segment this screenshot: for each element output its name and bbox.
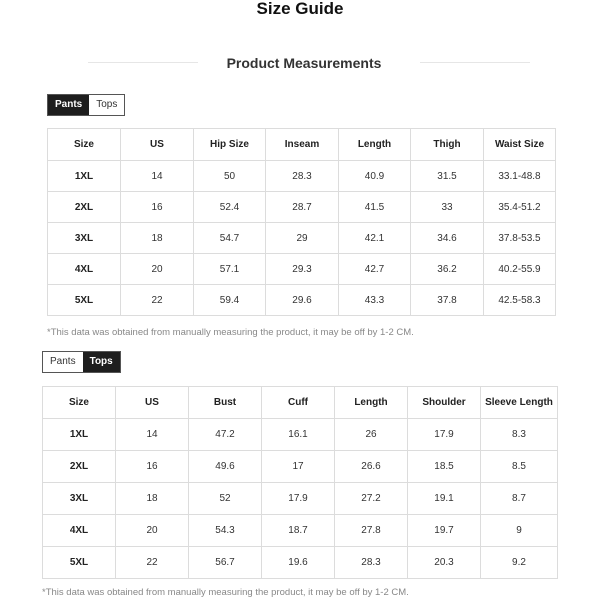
column-header: Size [43,387,116,419]
table-cell: 5XL [48,285,121,316]
table-cell: 8.5 [481,451,558,483]
table-cell: 14 [116,419,189,451]
table-cell: 3XL [43,483,116,515]
tab-tops[interactable]: Tops [89,95,124,115]
table-row [48,223,556,254]
table-cell: 42.5-58.3 [484,285,556,316]
table-cell: 26 [335,419,408,451]
table-cell: 40.2-55.9 [484,254,556,285]
table-cell: 18 [121,223,194,254]
table-cell: 37.8-53.5 [484,223,556,254]
table-header-row [43,387,558,419]
table-row [48,254,556,285]
column-header: Waist Size [484,129,556,161]
column-header: Length [339,129,411,161]
measurement-note: *This data was obtained from manually measuring the product, it may be off by 1-2 CM. [47,327,414,338]
table-cell: 57.1 [194,254,266,285]
table-row [43,483,558,515]
table-cell: 22 [116,547,189,579]
table-cell: 29.6 [266,285,339,316]
table-header-row [48,129,556,161]
table-cell: 17 [262,451,335,483]
table-cell: 8.3 [481,419,558,451]
table-row [48,161,556,192]
table-cell: 27.2 [335,483,408,515]
column-header: US [116,387,189,419]
pants-section-tabs [47,94,125,116]
column-header: Hip Size [194,129,266,161]
table-cell: 19.6 [262,547,335,579]
table-row [43,419,558,451]
table-cell: 50 [194,161,266,192]
table-cell: 41.5 [339,192,411,223]
table-cell: 9.2 [481,547,558,579]
table-cell: 1XL [43,419,116,451]
column-header: Inseam [266,129,339,161]
tab-tops[interactable]: Tops [83,352,120,372]
table-cell: 9 [481,515,558,547]
table-cell: 33 [411,192,484,223]
table-cell: 16 [116,451,189,483]
table-cell: 19.7 [408,515,481,547]
table-cell: 31.5 [411,161,484,192]
table-cell: 42.1 [339,223,411,254]
tab-pants[interactable]: Pants [48,95,89,115]
table-cell: 35.4-51.2 [484,192,556,223]
table-cell: 17.9 [262,483,335,515]
table-cell: 52 [189,483,262,515]
column-header: Cuff [262,387,335,419]
table-row [48,192,556,223]
measurement-note: *This data was obtained from manually measuring the product, it may be off by 1-2 CM. [42,587,409,598]
page-title: Size Guide [256,0,344,18]
table-cell: 2XL [43,451,116,483]
table-cell: 1XL [48,161,121,192]
table-cell: 52.4 [194,192,266,223]
table-cell: 59.4 [194,285,266,316]
tops-section-tabs [42,351,121,373]
table-cell: 4XL [43,515,116,547]
table-cell: 40.9 [339,161,411,192]
column-header: Length [335,387,408,419]
table-cell: 54.3 [189,515,262,547]
table-cell: 16 [121,192,194,223]
table-row [43,547,558,579]
table-cell: 36.2 [411,254,484,285]
tops-size-table [42,386,558,579]
table-cell: 56.7 [189,547,262,579]
table-cell: 49.6 [189,451,262,483]
table-cell: 17.9 [408,419,481,451]
section-divider-right [420,62,530,63]
table-row [43,515,558,547]
table-cell: 28.3 [335,547,408,579]
table-cell: 37.8 [411,285,484,316]
section-title: Product Measurements [226,55,382,71]
table-cell: 8.7 [481,483,558,515]
table-cell: 20 [121,254,194,285]
table-cell: 2XL [48,192,121,223]
table-row [43,451,558,483]
table-cell: 29 [266,223,339,254]
table-cell: 18 [116,483,189,515]
table-row [48,285,556,316]
table-cell: 47.2 [189,419,262,451]
column-header: Thigh [411,129,484,161]
table-cell: 14 [121,161,194,192]
table-cell: 22 [121,285,194,316]
section-header [0,52,600,74]
table-cell: 19.1 [408,483,481,515]
table-cell: 28.3 [266,161,339,192]
column-header: Bust [189,387,262,419]
table-cell: 34.6 [411,223,484,254]
table-cell: 4XL [48,254,121,285]
table-cell: 33.1-48.8 [484,161,556,192]
tab-pants[interactable]: Pants [43,352,83,372]
table-cell: 27.8 [335,515,408,547]
column-header: Sleeve Length [481,387,558,419]
table-cell: 29.3 [266,254,339,285]
table-cell: 3XL [48,223,121,254]
table-cell: 20 [116,515,189,547]
table-cell: 28.7 [266,192,339,223]
table-cell: 5XL [43,547,116,579]
column-header: US [121,129,194,161]
table-cell: 26.6 [335,451,408,483]
table-cell: 18.7 [262,515,335,547]
pants-size-table [47,128,556,316]
column-header: Shoulder [408,387,481,419]
column-header: Size [48,129,121,161]
table-cell: 54.7 [194,223,266,254]
table-cell: 42.7 [339,254,411,285]
table-cell: 20.3 [408,547,481,579]
table-cell: 18.5 [408,451,481,483]
table-cell: 43.3 [339,285,411,316]
table-cell: 16.1 [262,419,335,451]
